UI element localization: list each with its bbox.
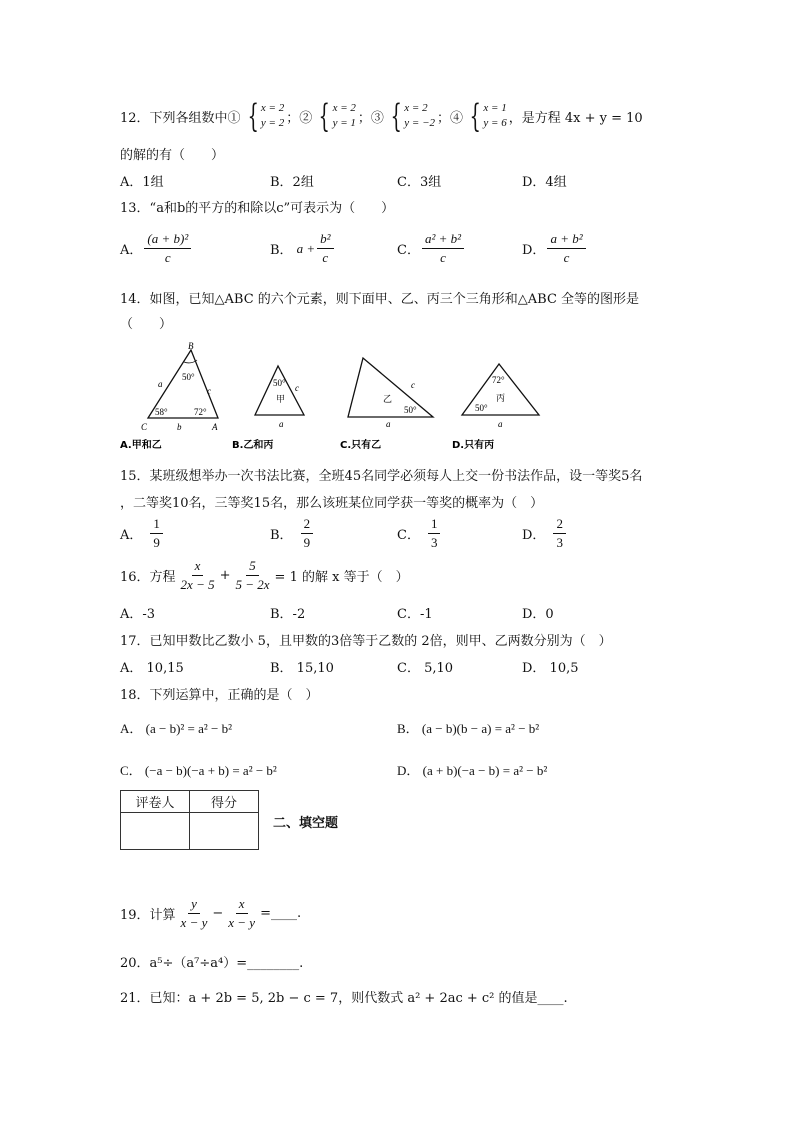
score-cell[interactable] <box>190 813 259 850</box>
q14-option-a: A.甲和乙 <box>120 440 162 451</box>
q15-option-d: D． $\frac{2}{3}$ <box>522 516 568 551</box>
q19-line: 19．计算 $\frac{y}{x - y}$ − $\frac{x}{x - y}$ =____. <box>120 896 302 930</box>
grader-cell[interactable] <box>121 813 190 850</box>
triangle-jia-side-a: a <box>279 419 284 429</box>
q18-option-c: C． (−a − b)(−a + b) = a² − b² <box>120 763 277 778</box>
q12-option-c: C．3组 <box>397 175 442 190</box>
equation-system-1: { x = 2 y = 2 <box>247 97 285 135</box>
q12-option-b: B．2组 <box>270 175 314 190</box>
triangle-bing <box>462 364 539 415</box>
triangle-abc-angle-50: 50° <box>182 372 195 382</box>
triangle-abc-vertex-b: B <box>188 341 194 351</box>
q16-option-b: B．-2 <box>270 607 306 622</box>
q14-option-b: B.乙和丙 <box>232 440 274 451</box>
q15-option-a: A． $\frac{1}{9}$ <box>120 516 165 551</box>
q18-option-b: B． (a − b)(b − a) = a² − b² <box>397 721 540 736</box>
q12-option-a: A．1组 <box>120 175 164 190</box>
triangle-yi <box>348 358 433 417</box>
triangle-abc-side-c: c <box>207 386 211 396</box>
q12-line2: 的解的有（ ） <box>120 148 225 163</box>
q17-option-c: C． 5,10 <box>397 661 454 676</box>
q17-stem: 17．已知甲数比乙数小 5，且甲数的3倍等于乙数的 2倍，则甲、乙两数分别为（ ） <box>120 634 612 649</box>
equation-system-4: { x = 1 y = 6 <box>469 97 507 135</box>
score-header: 得分 <box>190 791 259 813</box>
triangle-abc-vertex-a: A <box>212 422 218 432</box>
q13-stem: 13．“a和b的平方的和除以c”可表示为（ ） <box>120 201 395 216</box>
triangle-yi-label: 乙 <box>383 394 393 404</box>
q21-line: 21．已知：a + 2b = 5, 2b − c = 7，则代数式 a² + 2ac + c² 的值是____. <box>120 991 568 1006</box>
q13-option-b: B． a + $\frac{\text{b²}}{c}$ <box>270 231 336 266</box>
triangle-bing-side-a: a <box>498 419 503 429</box>
triangle-jia-label: 甲 <box>276 394 286 404</box>
triangle-abc-vertex-c: C <box>141 422 148 432</box>
q13-option-c: C． $\frac{\text{a² + b²}}{c}$ <box>397 231 466 266</box>
triangle-abc-side-a: a <box>158 379 163 389</box>
q12-option-d: D．4组 <box>522 175 567 190</box>
triangle-abc-angle-72: 72° <box>194 407 207 417</box>
grader-header: 评卷人 <box>121 791 190 813</box>
q20-line: 20．a⁵÷（a⁷÷a⁴）=________. <box>120 956 304 971</box>
q16-option-d: D．0 <box>522 607 554 622</box>
triangle-jia-side-c: c <box>295 383 299 393</box>
q18-option-a: A． (a − b)² = a² − b² <box>120 721 233 736</box>
equation-system-2: { x = 2 y = 1 <box>318 97 356 135</box>
q12-prefix: 12．下列各组数中① <box>120 110 241 126</box>
q17-option-b: B． 15,10 <box>270 661 334 676</box>
q14-option-d: D.只有丙 <box>452 440 495 451</box>
q16-option-c: C．-1 <box>397 607 433 622</box>
section-title: 二、填空题 <box>273 816 339 831</box>
q17-option-d: D． 10,5 <box>522 661 579 676</box>
q15-line2: ，二等奖10名，三等奖15名，那么该班某位同学获一等奖的概率为（ ） <box>120 496 544 511</box>
triangle-yi-angle-50: 50° <box>404 405 417 415</box>
q18-option-d: D． (a + b)(−a − b) = a² − b² <box>397 763 548 778</box>
q12-suffix: ，是方程 4x + y = 10 <box>508 110 643 126</box>
triangle-yi-side-a: a <box>386 419 391 429</box>
q15-line1: 15．某班级想举办一次书法比赛，全班45名同学必须每人上交一份书法作品，设一等奖5名 <box>120 469 643 484</box>
q18-stem: 18．下列运算中，正确的是（ ） <box>120 688 319 703</box>
triangle-abc-side-b: b <box>177 422 182 432</box>
q14-triangles-figure <box>118 338 558 458</box>
q16-option-a: A．-3 <box>120 607 156 622</box>
equation-system-3: { x = 2 y = −2 <box>390 97 436 135</box>
q14-option-c: C.只有乙 <box>340 440 382 451</box>
q14-stem: 14．如图，已知△ABC 的六个元素，则下面甲、乙、丙三个三角形和△ABC 全等的图形是 <box>120 292 640 307</box>
triangle-bing-angle-72: 72° <box>492 375 505 385</box>
q13-option-a: A． $\frac{\text{(a + b)²}}{c}$ <box>120 231 193 266</box>
q14-line2: （ ） <box>120 317 173 332</box>
q15-option-b: B． $\frac{2}{9}$ <box>270 516 315 551</box>
q13-option-d: D． $\frac{\text{a + b²}}{c}$ <box>522 231 588 266</box>
q15-option-c: C． $\frac{1}{3}$ <box>397 516 442 551</box>
q16-line: 16．方程 $\frac{x}{2x - 5}$ + $\frac{5}{5 - 2x}$ = 1 的解 x 等于（ ） <box>120 558 409 592</box>
q17-option-a: A． 10,15 <box>120 661 184 676</box>
grader-score-table <box>120 790 259 850</box>
triangle-bing-angle-50: 50° <box>475 403 488 413</box>
triangle-abc-angle-58: 58° <box>155 407 168 417</box>
triangle-jia-angle-50: 50° <box>273 378 286 388</box>
q12-line1: 12．下列各组数中① { x = 2 y = 2 ；② { x = 2 y = 1 ；③ { x = 2 y = −2 ；④ { x = 1 y = 6 ，是方程 4x + y = 10 <box>120 97 643 135</box>
triangle-yi-side-c: c <box>411 380 415 390</box>
triangle-bing-label: 丙 <box>496 393 506 403</box>
